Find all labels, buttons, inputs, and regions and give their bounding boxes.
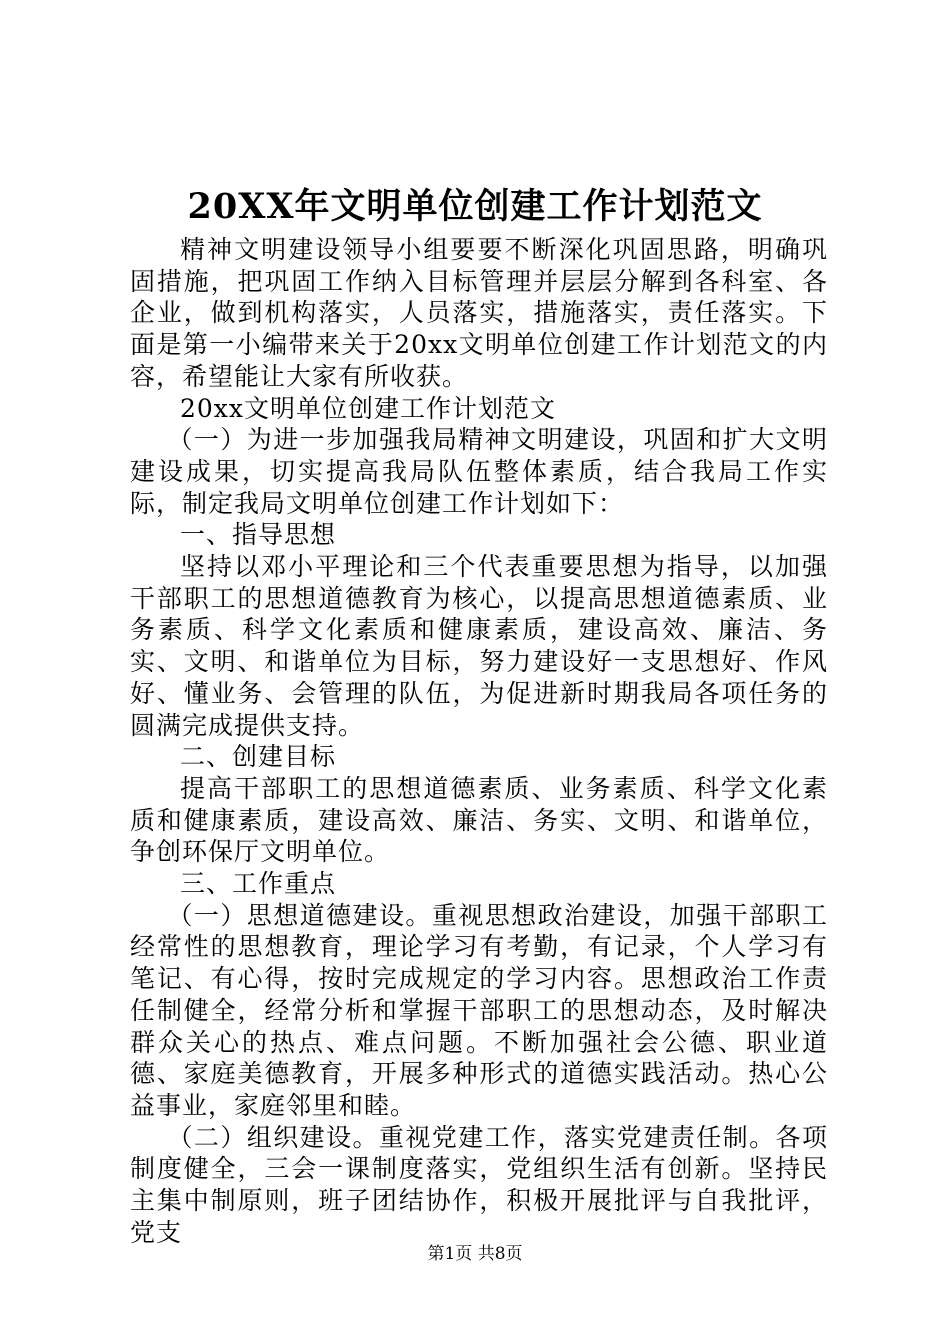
section-heading-guiding-thought: 一、指导思想	[180, 520, 337, 550]
preface-paragraph: （一）为进一步加强我局精神文明建设，巩固和扩大文明建设成果，切实提高我局队伍整体素质，结合我局工作实际，制定我局文明单位创建工作计划如下：	[130, 425, 828, 518]
document-body	[130, 234, 828, 1249]
organization-construction-paragraph: （二）组织建设。重视党建工作，落实党建责任制。各项制度健全，三会一课制度落实，党组织生活有创新。坚持民主集中制原则，班子团结协作，积极开展批评与自我批评，党支	[130, 1122, 828, 1247]
page-footer: 第1页 共8页	[427, 1244, 523, 1264]
subtitle-paragraph: 20xx文明单位创建工作计划范文	[180, 393, 557, 423]
moral-construction-paragraph: （一）思想道德建设。重视思想政治建设，加强干部职工经常性的思想教育，理论学习有考勤，有记录，个人学习有笔记、有心得，按时完成规定的学习内容。思想政治工作责任制健全，经常分析和掌握干部职工的思想动态，及时解决群众关心的热点、难点问题。不断加强社会公德、职业道德、家庭美德教育，开展多种形式的道德实践活动。热心公益事业，家庭邻里和睦。	[130, 900, 828, 1120]
section-heading-key-work: 三、工作重点	[180, 869, 337, 899]
intro-paragraph: 精神文明建设领导小组要要不断深化巩固思路，明确巩固措施，把巩固工作纳入目标管理并层层分解到各科室、各企业，做到机构落实，人员落实，措施落实，责任落实。下面是第一小编带来关于20xx文明单位创建工作计划范文的内容，希望能让大家有所收获。	[130, 235, 828, 391]
section-heading-goals: 二、创建目标	[180, 742, 337, 772]
guiding-thought-paragraph: 坚持以邓小平理论和三个代表重要思想为指导，以加强干部职工的思想道德教育为核心，以提高思想道德素质、业务素质、科学文化素质和健康素质，建设高效、廉洁、务实、文明、和谐单位为目标，努力建设好一支思想好、作风好、懂业务、会管理的队伍，为促进新时期我局各项任务的圆满完成提供支持。	[130, 552, 828, 740]
document-title: 20XX年文明单位创建工作计划范文	[187, 186, 763, 227]
goals-paragraph: 提高干部职工的思想道德素质、业务素质、科学文化素质和健康素质，建设高效、廉洁、务实、文明、和谐单位，争创环保厅文明单位。	[130, 773, 828, 867]
